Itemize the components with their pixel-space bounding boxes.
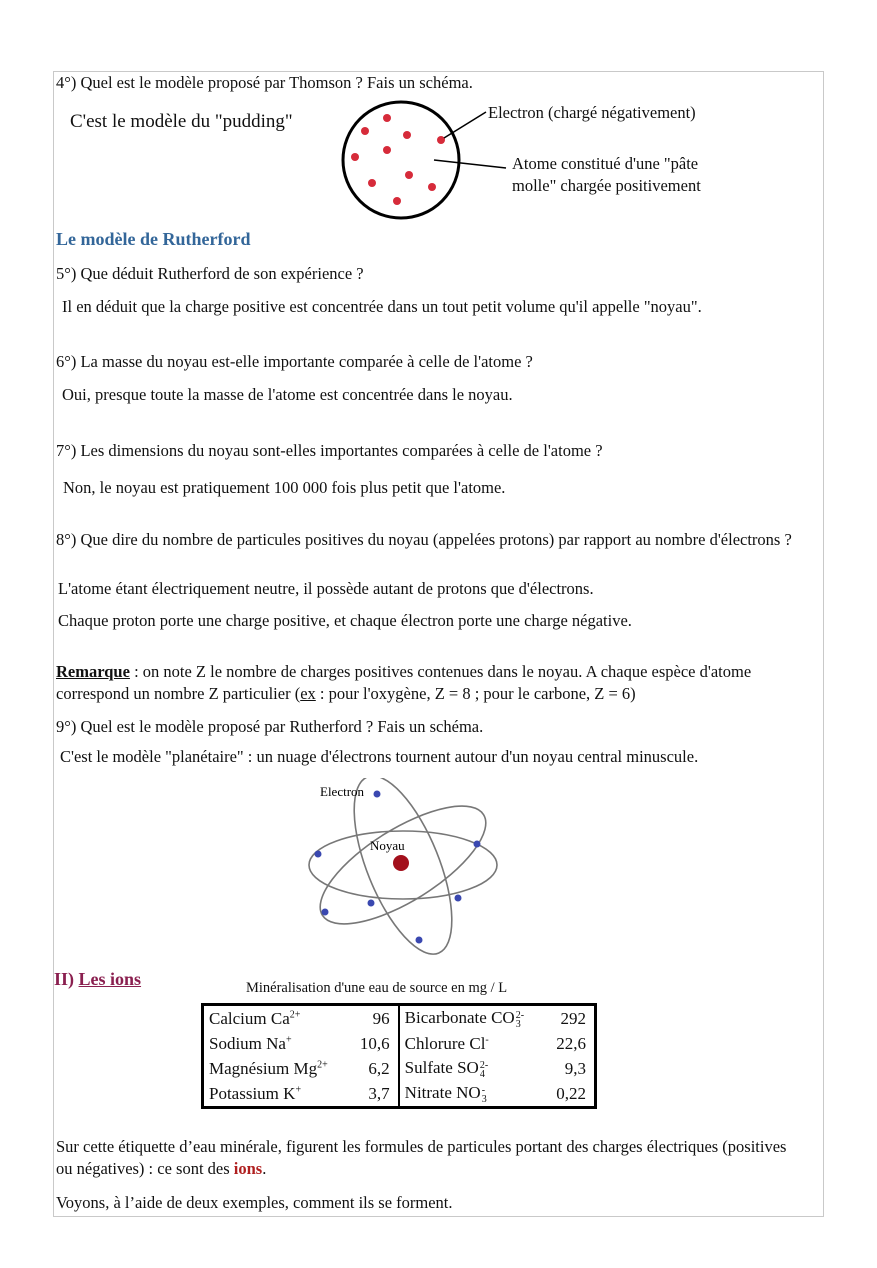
thomson-electron: [437, 136, 445, 144]
ion-name-cell: Sulfate SO 2- 4: [399, 1056, 546, 1081]
rutherford-electron: [374, 791, 381, 798]
q6-answer: Oui, presque toute la masse de l'atome est concentrée dans le noyau.: [62, 385, 513, 404]
ions-highlight: ions: [233, 1159, 263, 1178]
nucleus: [393, 855, 409, 871]
ion-value-cell: 6,2: [368, 1058, 390, 1078]
rutherford-electron: [474, 841, 481, 848]
ions-paragraph-1: [56, 1136, 796, 1180]
thomson-atom-circle: [343, 102, 459, 218]
q8-question: 8°) Que dire du nombre de particules positives du noyau (appelées protons) par rapport au nombre d'électrons ?: [56, 530, 792, 549]
table-caption: Minéralisation d'une eau de source en mg / L: [246, 980, 508, 996]
ions-paragraph-2: Voyons, à l’aide de deux exemples, comment ils se forment.: [56, 1193, 453, 1212]
q8-answer-2: Chaque proton porte une charge positive, et chaque électron porte une charge négative.: [58, 611, 632, 630]
q4-question: 4°) Quel est le modèle proposé par Thomson ? Fais un schéma.: [56, 73, 473, 92]
q9-answer: C'est le modèle "planétaire" : un nuage d'électrons tournent autour d'un noyau central minuscule.: [60, 747, 699, 766]
remarque-ex: ex: [300, 684, 316, 703]
remarque-text-1: : on note Z le nombre de charges positives contenues dans le noyau. A chaque espèce d'atome correspond un nombre Z particulier (: [56, 662, 752, 703]
thomson-electron: [368, 179, 376, 187]
rutherford-nucleus-label: Noyau: [370, 838, 405, 853]
ion-value-cell: 96: [372, 1008, 390, 1028]
ion-value-cell: 3,7: [368, 1083, 390, 1103]
thomson-atom-label-line1: Atome constitué d'une "pâte: [512, 154, 699, 173]
q7-answer: Non, le noyau est pratiquement 100 000 fois plus petit que l'atome.: [63, 478, 506, 497]
remarque-paragraph: [56, 661, 818, 705]
thomson-electron: [383, 146, 391, 154]
ion-name-cell: Chlorure Cl-: [399, 1031, 546, 1056]
thomson-electron: [351, 153, 359, 161]
q9-question: 9°) Quel est le modèle proposé par Rutherford ? Fais un schéma.: [56, 717, 484, 736]
thomson-electron: [383, 114, 391, 122]
remarque-text-2: : pour l'oxygène, Z = 8 ; pour le carbone, Z = 6): [315, 684, 636, 703]
table-row: [203, 1031, 596, 1056]
ion-name-cell: Calcium $Ca^{2+}$: [209, 1008, 301, 1028]
q5-question: 5°) Que déduit Rutherford de son expérience ?: [56, 264, 364, 283]
orbit-tilted-1: [334, 778, 472, 964]
ions-heading-title: Les ions: [78, 969, 142, 989]
thomson-electron-label: Electron (chargé négativement): [488, 103, 696, 122]
rutherford-heading: Le modèle de Rutherford: [56, 229, 251, 249]
ions-paragraph-end: .: [262, 1159, 267, 1178]
ions-heading: [54, 968, 141, 990]
rutherford-electron-label: Electron: [320, 784, 365, 799]
ion-name-cell: Potassium K+: [209, 1083, 302, 1103]
ion-name-cell: Bicarbonate CO 2- 3: [399, 1005, 546, 1032]
q6-question: 6°) La masse du noyau est-elle importante comparée à celle de l'atome ?: [56, 352, 533, 371]
ion-name-cell: Magnésium $Mg^{2+}$: [209, 1058, 328, 1078]
ion-value-cell: 10,6: [359, 1033, 390, 1053]
electron-pointer-line: [444, 112, 486, 138]
mineral-table: [201, 1003, 597, 1109]
q5-answer: Il en déduit que la charge positive est concentrée dans un tout petit volume qu'il appelle "noyau".: [62, 297, 702, 316]
rutherford-electron: [416, 937, 423, 944]
table-row: [203, 1056, 596, 1081]
table-row: [203, 1005, 596, 1032]
thomson-electron: [403, 131, 411, 139]
remarque-label: Remarque: [56, 662, 130, 681]
thomson-electron: [361, 127, 369, 135]
thomson-electron: [405, 171, 413, 179]
ion-name-cell: Sodium Na+: [209, 1033, 292, 1053]
ion-value-cell: 22,6: [556, 1033, 586, 1053]
q4-answer: C'est le modèle du "pudding": [70, 111, 293, 132]
q7-question: 7°) Les dimensions du noyau sont-elles importantes comparées à celle de l'atome ?: [56, 441, 603, 460]
thomson-electron: [393, 197, 401, 205]
thomson-atom-label-line2: molle" chargée positivement: [512, 176, 701, 195]
q8-answer-1: L'atome étant électriquement neutre, il possède autant de protons que d'électrons.: [58, 579, 594, 598]
rutherford-orbits: [303, 778, 502, 964]
ion-name-cell: Nitrate NO - 3: [399, 1081, 546, 1108]
ion-value-cell: 0,22: [556, 1083, 586, 1103]
ion-value-cell: 9,3: [564, 1058, 586, 1078]
rutherford-electron: [322, 909, 329, 916]
rutherford-electron: [455, 895, 462, 902]
ions-heading-number: II): [54, 969, 75, 989]
rutherford-electron: [368, 900, 375, 907]
table-row: [203, 1081, 596, 1108]
rutherford-electron: [315, 851, 322, 858]
rutherford-diagram: [300, 778, 506, 964]
ion-value-cell: 292: [560, 1008, 586, 1028]
ions-paragraph-text: Sur cette étiquette d’eau minérale, figurent les formules de particules portant des charges électriques (positives ou négatives) : ce sont des: [56, 1137, 787, 1178]
thomson-electron: [428, 183, 436, 191]
